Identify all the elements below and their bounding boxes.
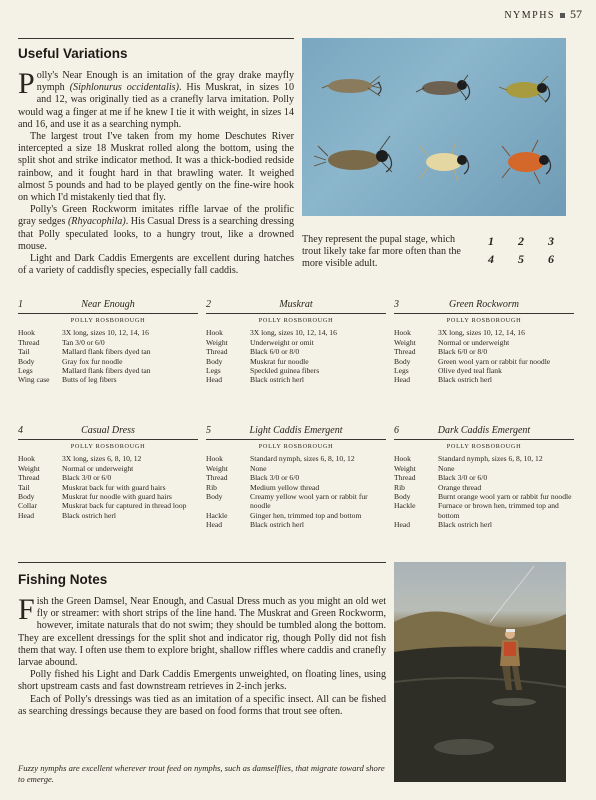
recipe-row <box>18 328 198 337</box>
recipe-row-label: Thread <box>18 473 40 483</box>
recipe-row-label: Hackle <box>394 501 416 511</box>
recipe-row-value: Furnace or brown hen, trimmed top and bottom <box>438 501 559 520</box>
angler-photo <box>394 562 566 782</box>
flies-illustration <box>302 38 566 216</box>
recipe-row <box>394 501 574 520</box>
recipe-row-label: Thread <box>206 347 228 357</box>
recipe-row-label: Head <box>206 375 223 385</box>
recipe-row <box>394 483 574 492</box>
section-rule <box>18 38 294 39</box>
fly-dark-caddis-icon <box>502 140 551 184</box>
recipe-tier: POLLY ROSBOROUGH <box>258 316 334 324</box>
recipe-row-label: Hook <box>18 454 35 464</box>
running-head <box>504 7 582 22</box>
recipe-row-value: Burnt orange wool yarn or rabbit fur noodle <box>438 492 572 502</box>
recipe-row-label: Tail <box>18 482 30 492</box>
recipe-row-value: Butts of leg fibers <box>62 375 117 385</box>
photo-key-number: 3 <box>548 234 554 248</box>
photo-key-grid <box>478 234 566 268</box>
paragraph: Each of Polly's dressings was tied as an imitation of a specific insect. All can be fished as searching dressings because they are based on food forms that trout see often. <box>18 693 386 717</box>
recipe-row-label: Body <box>18 356 35 366</box>
section-rule <box>18 562 386 563</box>
recipe-name: Green Rockworm <box>449 299 519 310</box>
recipe-row-value: Black ostrich herl <box>438 520 492 530</box>
recipe-card <box>206 300 386 385</box>
drop-cap: P <box>18 67 35 100</box>
recipe-row <box>18 511 198 520</box>
recipe-row-label: Thread <box>18 337 40 347</box>
recipe-row-label: Thread <box>206 473 228 483</box>
recipe-row <box>18 338 198 347</box>
recipe-row-label: Weight <box>206 337 228 347</box>
recipe-row-label: Head <box>394 520 411 530</box>
fishing-notes-title: Fishing Notes <box>18 572 108 587</box>
recipe-row <box>206 473 386 482</box>
recipe-row-label: Body <box>394 492 411 502</box>
recipe-row <box>206 464 386 473</box>
recipe-row-label: Thread <box>394 473 416 483</box>
recipe-row-value: Black ostrich herl <box>250 375 304 385</box>
recipe-name: Dark Caddis Emergent <box>437 425 531 436</box>
recipe-card <box>394 300 574 385</box>
recipe-row <box>18 492 198 501</box>
recipe-row-label: Weight <box>394 337 416 347</box>
recipe-row-value: 3X long, sizes 10, 12, 14, 16 <box>250 328 337 338</box>
recipe-row-value: Mallard flank fibers dyed tan <box>62 347 151 357</box>
recipe-row-label: Body <box>206 356 223 366</box>
recipe-row-value: Tan 3/0 or 6/0 <box>62 337 105 347</box>
recipe-row-label: Hackle <box>206 510 228 520</box>
fishing-notes-body <box>18 593 386 718</box>
recipe-tier: POLLY ROSBOROUGH <box>70 316 146 324</box>
recipe-table <box>18 454 198 520</box>
recipe-row-value: None <box>438 463 455 473</box>
recipe-row-value: Black ostrich herl <box>438 375 492 385</box>
recipe-row <box>18 375 198 384</box>
recipe-row-value: Black 3/0 or 6/0 <box>250 473 300 483</box>
recipe-card <box>206 426 386 530</box>
recipe-row-value: Muskrat back fur with guard hairs <box>62 482 166 492</box>
recipe-rule <box>206 313 386 314</box>
recipe-row <box>206 328 386 337</box>
recipe-row-value: 3X long, sizes 10, 12, 14, 16 <box>62 328 149 338</box>
recipe-name: Muskrat <box>279 299 313 310</box>
section-name: NYMPHS <box>504 10 555 21</box>
recipe-name: Near Enough <box>81 299 135 310</box>
recipe-row-label: Rib <box>206 482 217 492</box>
recipe-row <box>18 454 198 463</box>
photo-key-number: 6 <box>548 252 554 266</box>
recipe-table <box>394 328 574 384</box>
recipe-number: 6 <box>394 425 399 436</box>
recipe-row <box>206 483 386 492</box>
recipe-tier: POLLY ROSBOROUGH <box>70 442 146 450</box>
fly-casual-dress-icon <box>314 136 392 172</box>
recipe-rule <box>394 313 574 314</box>
recipe-row-label: Hook <box>394 454 411 464</box>
recipe-card <box>18 426 198 520</box>
recipe-row <box>206 338 386 347</box>
recipe-table <box>206 328 386 384</box>
paragraph: The largest trout I've taken from my home Deschutes River intercepted a size 18 Muskrat rolled along the bottom, using the split shot and strike indicator method. It was a thick-bodied redside rainbow, and it fought hard in that brawling water. It weighed almost 5 pounds and had to be played gently on the fine-wire hook on which I'd mistakenly tied that fly. <box>18 131 294 204</box>
recipe-row <box>206 375 386 384</box>
recipe-row-value: Muskrat back fur captured in thread loop <box>62 501 187 511</box>
recipe-row <box>394 338 574 347</box>
recipe-row-value: Green wool yarn or rabbit fur noodle <box>438 356 551 366</box>
recipe-row-value: Creamy yellow wool yarn or rabbit fur noodle <box>250 492 368 511</box>
recipe-row-label: Collar <box>18 501 37 511</box>
recipe-row <box>206 357 386 366</box>
recipe-rule <box>394 439 574 440</box>
recipe-row-value: Black 3/0 or 6/0 <box>62 473 112 483</box>
recipe-row-value: Muskrat fur noodle with guard hairs <box>62 492 172 502</box>
fly-light-caddis-icon <box>420 142 469 182</box>
photo-key-number: 4 <box>488 252 494 266</box>
recipe-row-label: Hook <box>18 328 35 338</box>
recipe-row <box>18 473 198 482</box>
recipe-row-label: Tail <box>18 347 30 357</box>
recipe-row-label: Hook <box>394 328 411 338</box>
recipe-number: 1 <box>18 299 23 310</box>
recipe-row-label: Head <box>18 510 35 520</box>
paragraph: Polly's Green Rockworm imitates riffle larvae of the prolific gray sedges (Rhyacophila). His Casual Dress is a searching dressing that Polly speculated looks, to a hungry trout, like a drowned mouse. <box>18 204 294 252</box>
recipe-row-value: Black ostrich herl <box>250 520 304 530</box>
recipe-row <box>394 520 574 529</box>
recipe-row-value: Standard nymph, sizes 6, 8, 10, 12 <box>250 454 355 464</box>
recipe-row-value: Gray fox fur noodle <box>62 356 123 366</box>
recipe-row <box>394 328 574 337</box>
recipe-row-value: Normal or underweight <box>62 463 134 473</box>
recipe-tier: POLLY ROSBOROUGH <box>446 442 522 450</box>
recipe-row-label: Body <box>206 492 223 502</box>
recipe-row <box>206 520 386 529</box>
recipe-row <box>18 357 198 366</box>
fly-muskrat-icon <box>416 75 470 100</box>
recipe-row-value: Underweight or omit <box>250 337 314 347</box>
recipe-row-value: Olive dyed teal flank <box>438 366 502 376</box>
paragraph: Fish the Green Damsel, Near Enough, and Casual Dress much as you might an old wet fly or streamer: with short strips of the line hand. The Muskrat and Green Rockworm, however, imitate naturals that do not swim; they should be tumbled along the bottom. They are excellent dressings for the split shot and indicator rig, though Polly did not fish them that way. I often use them to explore bright, shallow riffles where caddis and cranefly larvae abound. <box>18 593 386 669</box>
fly-green-rockworm-icon <box>499 76 550 102</box>
recipe-row-label: Thread <box>394 347 416 357</box>
recipe-row-value: Normal or underweight <box>438 337 510 347</box>
recipe-number: 3 <box>394 299 399 310</box>
paragraph: Light and Dark Caddis Emergents are excellent during hatches of a variety of caddisfly species, especially fall caddis. <box>18 253 294 277</box>
recipe-row <box>206 347 386 356</box>
recipe-row <box>394 473 574 482</box>
photo-key-number: 1 <box>488 234 494 248</box>
recipe-row-label: Rib <box>394 482 405 492</box>
recipe-row <box>206 366 386 375</box>
recipe-tier: POLLY ROSBOROUGH <box>258 442 334 450</box>
recipe-row-label: Legs <box>18 366 33 376</box>
recipe-row <box>206 492 386 511</box>
recipe-row-label: Hook <box>206 454 223 464</box>
recipe-row <box>18 366 198 375</box>
recipe-row-value: Orange thread <box>438 482 482 492</box>
recipe-row <box>394 492 574 501</box>
recipe-row-label: Head <box>394 375 411 385</box>
recipe-row-label: Body <box>394 356 411 366</box>
recipe-row <box>18 483 198 492</box>
useful-variations-title: Useful Variations <box>18 46 128 61</box>
recipe-row-value: Medium yellow thread <box>250 482 320 492</box>
recipe-row-label: Body <box>18 492 35 502</box>
recipe-card <box>394 426 574 530</box>
photo-key-number: 2 <box>518 234 524 248</box>
recipe-row-label: Legs <box>394 366 409 376</box>
recipe-name: Light Caddis Emergent <box>249 425 343 436</box>
recipe-row-label: Legs <box>206 366 221 376</box>
recipe-row-label: Weight <box>206 463 228 473</box>
recipe-number: 2 <box>206 299 211 310</box>
recipe-name: Casual Dress <box>81 425 135 436</box>
recipe-row <box>394 464 574 473</box>
recipe-row <box>18 464 198 473</box>
recipe-row-value: Standard nymph, sizes 6, 8, 10, 12 <box>438 454 543 464</box>
recipe-row <box>206 511 386 520</box>
recipe-row <box>394 347 574 356</box>
recipe-row-value: Black 6/0 or 8/0 <box>438 347 488 357</box>
recipe-rule <box>18 439 198 440</box>
recipe-row-value: Muskrat fur noodle <box>250 356 309 366</box>
recipe-row-value: Black 6/0 or 8/0 <box>250 347 300 357</box>
recipe-row-value: Ginger hen, trimmed top and bottom <box>250 510 362 520</box>
drop-cap: F <box>18 593 35 626</box>
recipe-rule <box>206 439 386 440</box>
photo-caption: They represent the pupal stage, which trout likely take far more often than the more visible adult. <box>302 234 461 270</box>
recipe-row-label: Wing case <box>18 375 50 385</box>
recipe-row <box>394 357 574 366</box>
recipe-row-value: Black 3/0 or 6/0 <box>438 473 488 483</box>
separator-square-icon <box>560 13 565 18</box>
recipe-table <box>206 454 386 529</box>
recipe-row <box>394 375 574 384</box>
paragraph: Polly's Near Enough is an imitation of the gray drake mayfly nymph (Siphlonurus occidentalis). His Muskrat, in sizes 10 and 12, was originally tied as a cranefly larva imitation. Polly would wag a finger at me if he knew I tie it with weight, in sizes 14 and 16, and use it as a searching nymph. <box>18 67 294 130</box>
recipe-row-value: Mallard flank fibers dyed tan <box>62 366 151 376</box>
recipe-table <box>394 454 574 529</box>
recipe-row <box>394 366 574 375</box>
recipe-row <box>206 454 386 463</box>
recipe-row <box>394 454 574 463</box>
bottom-caption: Fuzzy nymphs are excellent wherever trout feed on nymphs, such as damselflies, that migrate toward shore to emerge. <box>18 763 385 784</box>
recipe-row-label: Weight <box>18 463 40 473</box>
recipe-row-label: Weight <box>394 463 416 473</box>
flies-photo <box>302 38 566 216</box>
recipe-number: 4 <box>18 425 23 436</box>
angler-illustration <box>394 562 566 782</box>
fly-near-enough-icon <box>322 76 381 96</box>
recipe-rule <box>18 313 198 314</box>
recipe-row <box>18 501 198 510</box>
recipe-row-label: Hook <box>206 328 223 338</box>
recipe-row-value: 3X long, sizes 6, 8, 10, 12 <box>62 454 142 464</box>
recipe-tier: POLLY ROSBOROUGH <box>446 316 522 324</box>
page-number: 57 <box>570 7 582 21</box>
recipe-row-label: Head <box>206 520 223 530</box>
recipe-card <box>18 300 198 385</box>
recipe-number: 5 <box>206 425 211 436</box>
photo-key-number: 5 <box>518 252 524 266</box>
recipe-row-value: Black ostrich herl <box>62 510 116 520</box>
recipe-row-value: Speckled guinea fibers <box>250 366 320 376</box>
paragraph: Polly fished his Light and Dark Caddis Emergents unweighted, on floating lines, using short upstream casts and fast downstream retrieves in 2-inch jerks. <box>18 669 386 693</box>
recipe-row <box>18 347 198 356</box>
useful-variations-body <box>18 67 294 277</box>
recipe-row-value: None <box>250 463 267 473</box>
recipe-row-value: 3X long, sizes 10, 12, 14, 16 <box>438 328 525 338</box>
recipe-table <box>18 328 198 384</box>
